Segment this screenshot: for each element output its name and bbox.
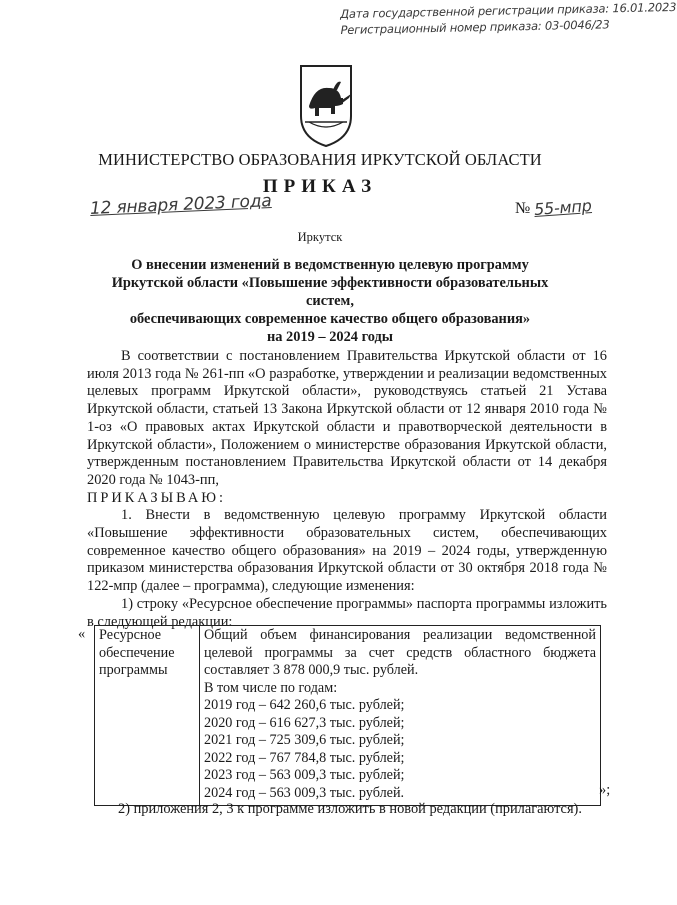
registration-note: [340, 0, 677, 38]
item-1-2-paragraph: 2) приложения 2, 3 к программе изложить в новой редакции (прилагаются).: [118, 801, 582, 817]
year-line: 2021 год – 725 309,6 тыс. рублей;: [204, 732, 405, 748]
year-line: 2022 год – 767 784,8 тыс. рублей;: [204, 749, 405, 766]
preamble-paragraph: В соответствии с постановлением Правительства Иркутской области от 16 июля 2013 года № 261-пп «О разработке, утверждении и реализации ведомственных целевых программ Иркутской области», руководствуясь статьей 21 Устава Иркутской области, статьей 13 Закона Иркутской области от 12 января 2010 года № 1-оз «О правовых актах Иркутской области и правотворческой деятельности в Иркутской области», Положением о министерстве образования Иркутской области, утвержденным постановлением Правительства Иркутской области от 14 декабря 2020 года № 1043-пп,: [87, 348, 607, 488]
city-name: Иркутск: [297, 230, 343, 244]
closing-quote: »;: [599, 782, 611, 798]
irkutsk-coat-of-arms-icon: [295, 58, 357, 148]
registration-number-note: Регистрационный номер приказа: 03-0046/23: [340, 17, 610, 37]
item-1-1-paragraph: 1) строку «Ресурсное обеспечение программы» паспорта программы изложить в следующей редакции:: [87, 595, 607, 630]
year-line: 2019 год – 642 260,6 тыс. рублей;: [204, 697, 405, 713]
year-line: 2024 год – 563 009,3 тыс. рублей.: [204, 784, 405, 801]
by-years-label: В том числе по годам:: [204, 679, 338, 696]
resource-value-cell: [200, 626, 601, 806]
decree-word: ПРИКАЗЫВАЮ:: [87, 489, 227, 506]
handwritten-date: 12 января 2023 года: [89, 191, 272, 219]
total-funding-text: Общий объем финансирования реализации ведомственной целевой программы за счет средств областного бюджета составляет 3 878 000,9 тыс. рублей.: [204, 627, 596, 678]
title-line: на 2019 – 2024 годы: [266, 329, 394, 345]
document-type: ПРИКАЗ: [262, 176, 378, 197]
item-1-paragraph: 1. Внести в ведомственную целевую программу Иркутской области «Повышение эффективности образовательных систем, обеспечивающих современное качество общего образования» на 2019 – 2024 годы, утвержденную приказом министерства образования Иркутской области от 30 октября 2018 года № 122-мпр (далее – программа), следующие изменения:: [87, 507, 607, 595]
year-line: 2020 год – 616 627,3 тыс. рублей;: [204, 714, 405, 731]
order-title: [90, 256, 570, 346]
resource-label-cell: Ресурсное обеспечение программы: [95, 626, 200, 806]
handwritten-number: 55-мпр: [533, 196, 593, 219]
resource-table: [94, 625, 601, 806]
ministry-name: МИНИСТЕРСТВО ОБРАЗОВАНИЯ ИРКУТСКОЙ ОБЛАСТИ: [98, 150, 542, 169]
title-line: Иркутской области «Повышение эффективности образовательных систем,: [111, 275, 549, 309]
year-line: 2023 год – 563 009,3 тыс. рублей;: [204, 767, 405, 783]
order-number: [515, 198, 592, 218]
registration-date-note: Дата государственной регистрации приказа: 16.01.2023: [340, 0, 677, 21]
order-body: [87, 348, 607, 631]
number-sign: №: [515, 200, 531, 217]
opening-quote: «: [78, 626, 86, 642]
title-line: обеспечивающих современное качество общего образования»: [129, 311, 531, 327]
table-row: [95, 626, 601, 806]
title-line: О внесении изменений в ведомственную целевую программу: [131, 257, 529, 273]
